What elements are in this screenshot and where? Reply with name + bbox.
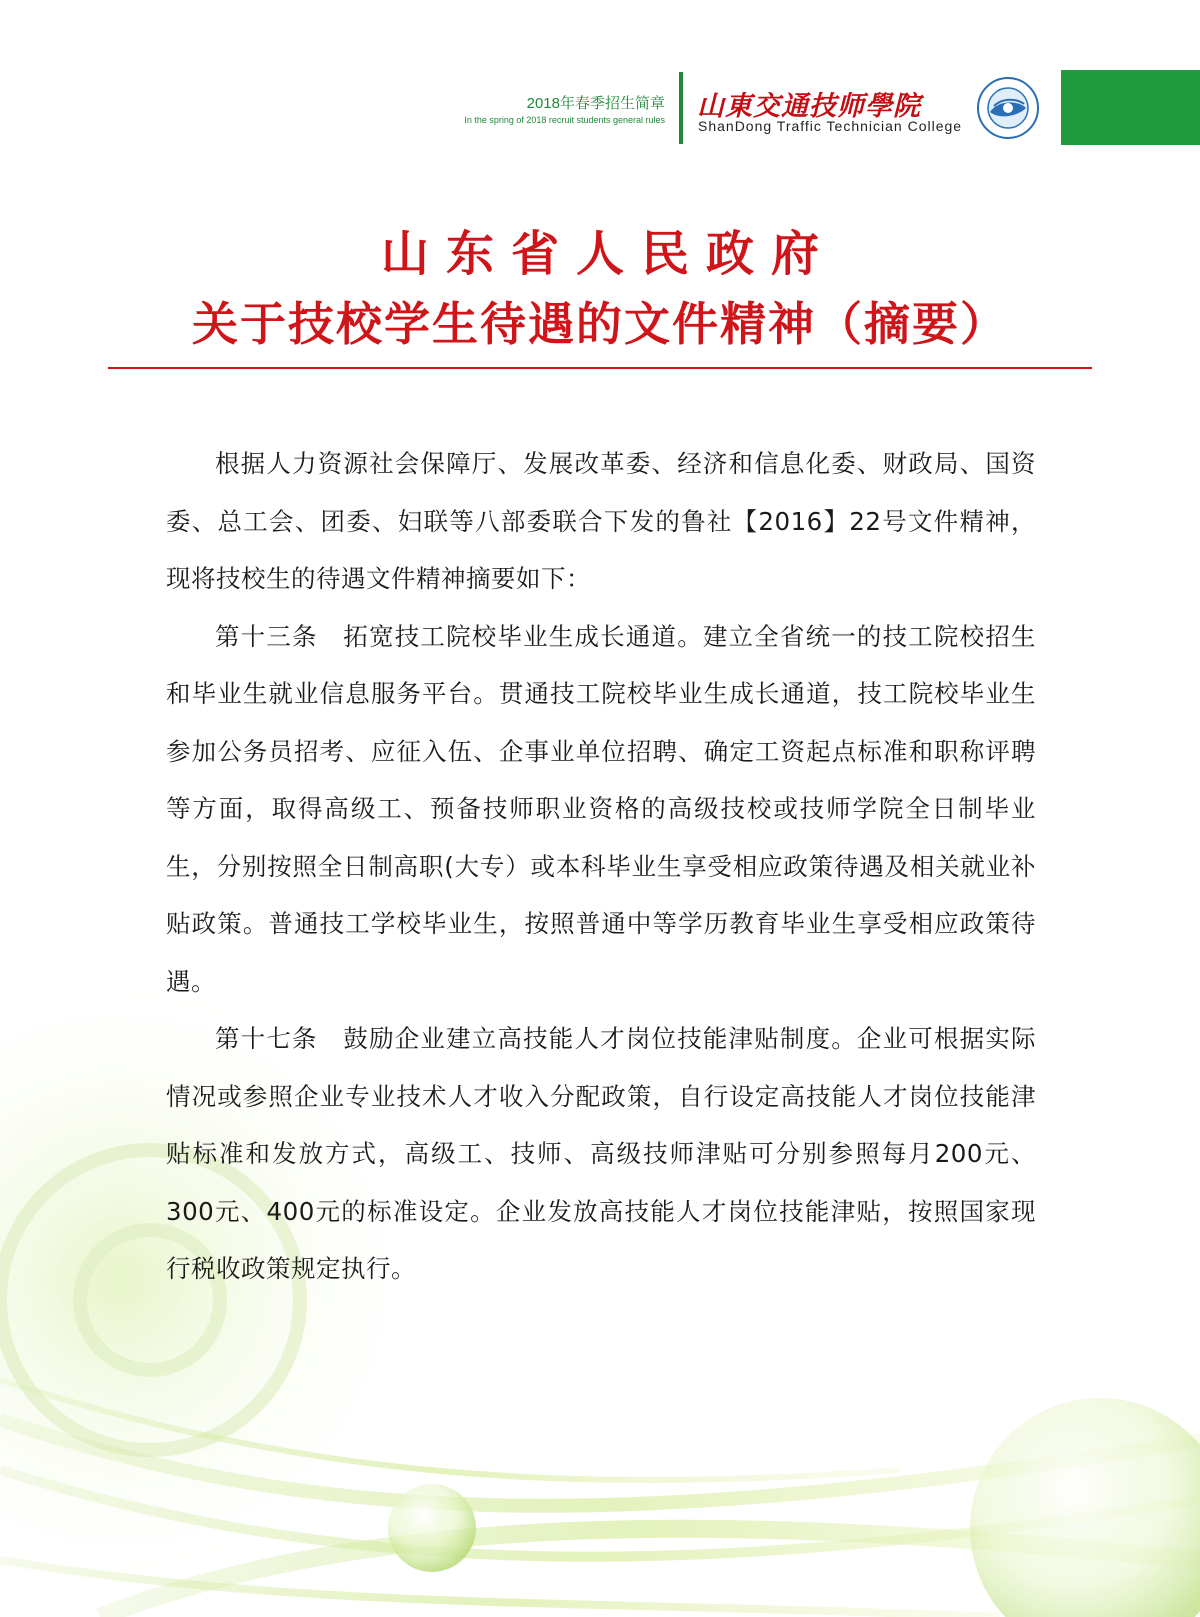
title-line-2: 关于技校学生待遇的文件精神（摘要） [192,297,1008,351]
brochure-title-cn: 2018年春季招生简章 [526,95,665,112]
header-divider [679,72,683,144]
brochure-title [464,94,665,127]
header-bar [0,70,1200,145]
college-name-cn: 山東交通技师學院 [697,91,921,122]
header-green-block [1061,70,1200,145]
title-underline [108,367,1092,369]
brochure-title-en: In the spring of 2018 recruit students general rules [464,115,665,125]
college-emblem-icon [976,76,1040,140]
paragraph-article-17: 第十七条 鼓励企业建立高技能人才岗位技能津贴制度。企业可根据实际情况或参照企业专业技术人才收入分配政策，自行设定高技能人才岗位技能津贴标准和发放方式，高级工、技师、高级技师津贴可分别参照每月200元、300元、400元的标准设定。企业发放高技能人才岗位技能津贴，按照国家现行税收政策规定执行。 [166,1024,1036,1283]
paragraph-article-13: 第十三条 拓宽技工院校毕业生成长通道。建立全省统一的技工院校招生和毕业生就业信息服务平台。贯通技工院校毕业生成长通道，技工院校毕业生参加公务员招考、应征入伍、企事业单位招聘、确定工资起点标准和职称评聘等方面，取得高级工、预备技师职业资格的高级技校或技师学院全日制毕业生，分别按照全日制高职(大专）或本科毕业生享受相应政策待遇及相关就业补贴政策。普通技工学校毕业生，按照普通中等学历教育毕业生享受相应政策待遇。 [166,621,1036,996]
document-title [0,218,1200,358]
body-text [166,435,1036,1298]
paragraph-intro: 根据人力资源社会保障厅、发展改革委、经济和信息化委、财政局、国资委、总工会、团委、妇联等八部委联合下发的鲁社【2016】22号文件精神，现将技校生的待遇文件精神摘要如下： [166,449,1036,593]
title-line-1: 山东省人民政府 [380,226,836,282]
college-name-en: ShanDong Traffic Technician College [698,118,963,134]
